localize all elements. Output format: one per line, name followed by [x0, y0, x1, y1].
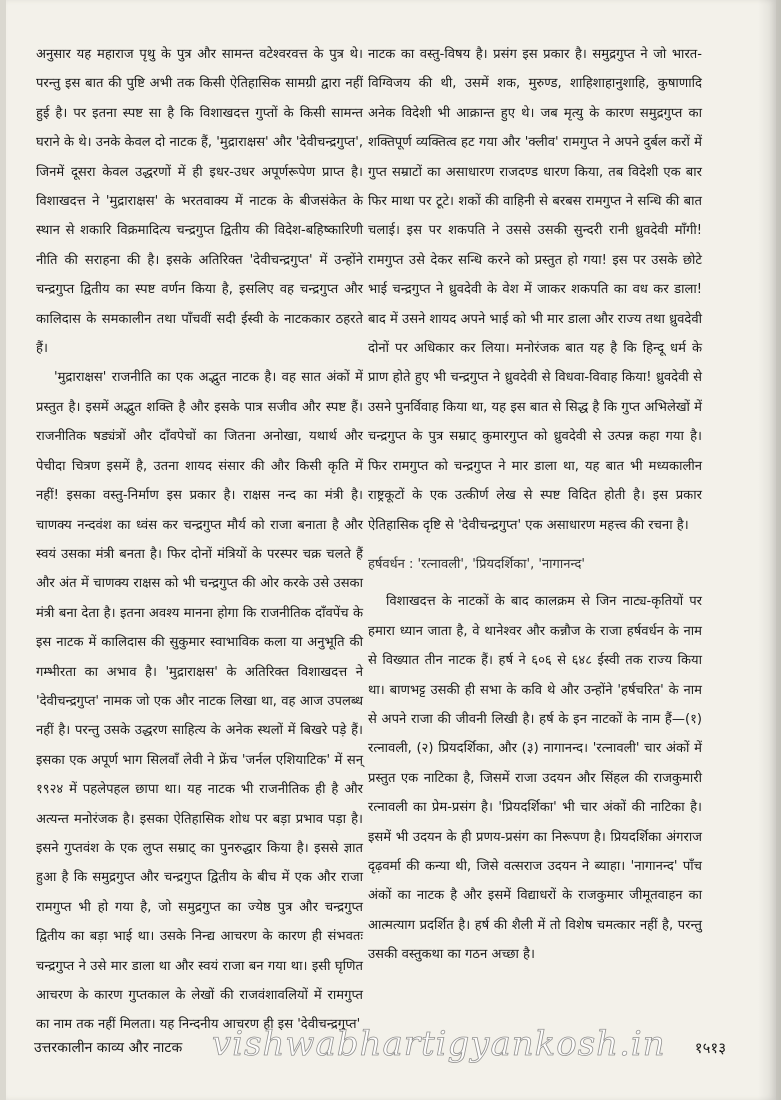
running-footer-title: उत्तरकालीन काव्य और नाटक — [34, 1040, 183, 1056]
left-paragraph: अनुसार यह महाराज पृथु के पुत्र और सामन्त वटेश्वरवत्त के पुत्र थे। परन्तु इस बात की पुष्टि अभी तक किसी ऐतिहासिक सामग्री द्वारा नहीं हुई है। पर इतना स्पष्ट सा है कि विशाखदत्त गुप्तों के किसी सामन्त घराने के थे। उनके केवल दो नाटक हैं, 'मुद्राराक्षस' और 'देवीचन्द्रगुप्त', जिनमें दूसरा केवल उद्धरणों में ही इधर-उधर अपूर्णरूपेण प्राप्त है। विशाखदत्त ने 'मुद्राराक्षस' के भरतवाक्य में नाटक के बीजसंकेत के स्थान से शकारि विक्रमादित्य चन्द्रगुप्त द्वितीय की विदेश-बहिष्कारिणी नीति की सराहना की है। इसके अतिरिक्त 'देवीचन्द्रगुप्त' में उन्होंने चन्द्रगुप्त द्वितीय का स्पष्ट वर्णन किया है, इसलिए वह चन्द्रगुप्त और कालिदास के समकालीन तथा पाँचवीं सदी ईस्वी के नाटककार ठहरते हैं। — [36, 47, 363, 357]
right-paragraph: नाटक का वस्तु-विषय है। प्रसंग इस प्रकार है। समुद्रगुप्त ने जो भारत-विग्विजय की थी, उसमें शक, मुरुण्ड, शाहिशाहानुशाहि, कुषाणादि अनेक विदेशी भी आक्रान्त हुए थे। जब मृत्यु के कारण समुद्रगुप्त का शक्तिपूर्ण व्यक्तित्व हट गया और 'क्लीव' रामगुप्त ने अपने दुर्बल करों में गुप्त सम्राटों का असाधारण राजदण्ड धारण किया, तब विदेशी एक बार फिर माथा पर टूटे। शकों की वाहिनी से बरबस रामगुप्त ने सन्धि की बात चलाई। इस पर शकपति ने उससे उसकी सुन्दरी रानी ध्रुवदेवी माँगी! रामगुप्त उसे देकर सन्धि करने को प्रस्तुत हो गया! इस पर उसके छोटे भाई चन्द्रगुप्त ने ध्रुवदेवी के वेश में जाकर शकपति का वध कर डाला! बाद में उसने शायद अपने भाई को भी मार डाला और राज्य तथा ध्रुवदेवी दोनों पर अधिकार कर लिया। मनोरंजक बात यह है कि हिन्दू धर्म के प्राण होते हुए भी चन्द्रगुप्त ने ध्रुवदेवी से विधवा-विवाह किया! ध्रुवदेवी से उसने पुनर्विवाह किया था, यह इस बात से सिद्ध है कि गुप्त अभिलेखों में चन्द्रगुप्त के पुत्र सम्राट् कुमारगुप्त को ध्रुवदेवी से उत्पन्न कहा गया है। फिर रामगुप्त को चन्द्रगुप्त ने मार डाला था, यह बात भी मध्यकालीन राष्ट्रकूटों के एक उत्कीर्ण लेख से स्पष्ट विदित होती है। इस प्रकार ऐतिहासिक दृष्टि से 'देवीचन्द्रगुप्त' एक असाधारण महत्त्व की रचना है। — [368, 47, 702, 533]
page-number: १५१३ — [694, 1039, 726, 1057]
right-column — [368, 40, 702, 970]
watermark: vishwabhartigyankosh.in — [212, 1024, 666, 1064]
section-heading: हर्षवर्धन : 'रत्नावली', 'प्रियदर्शिका', 'नागानन्द' — [368, 556, 585, 572]
page-edge-shadow — [758, 0, 781, 1100]
right-paragraph: विशाखदत्त के नाटकों के बाद कालक्रम से जिन नाट्य-कृतियों पर हमारा ध्यान जाता है, वे थानेश्वर और कन्नौज के राजा हर्षवर्धन के नाम से विख्यात तीन नाटक हैं। हर्ष ने ६०६ से ६४८ ईस्वी तक राज्य किया था। बाणभट्ट उसकी ही सभा के कवि थे और उन्होंने 'हर्षचरित' के नाम से अपने राजा की जीवनी लिखी है। हर्ष के इन नाटकों के नाम हैं—(१) रत्नावली, (२) प्रियदर्शिका, और (३) नागानन्द। 'रत्नावली' चार अंकों में प्रस्तुत एक नाटिका है, जिसमें राजा उदयन और सिंहल की राजकुमारी रत्नावली का प्रेम-प्रसंग है। 'प्रियदर्शिका' भी चार अंकों की नाटिका है। इसमें भी उदयन के ही प्रणय-प्रसंग का निरूपण है। प्रियदर्शिका अंगराज दृढ़वर्मा की कन्या थी, जिसे वत्सराज उदयन ने ब्याहा। 'नागानन्द' पाँच अंकों का नाटक है और इसमें विद्याधरों के राजकुमार जीमूतवाहन का आत्मत्याग प्रदर्शित है। हर्ष की शैली में तो विशेष चमत्कार नहीं है, परन्तु उसकी वस्तुकथा का गठन अच्छा है। — [368, 594, 702, 963]
left-paragraph: 'मुद्राराक्षस' राजनीति का एक अद्भुत नाटक है। वह सात अंकों में प्रस्तुत है। इसमें अद्भुत शक्ति है और इसके पात्र सजीव और स्पष्ट हैं। राजनीतिक षड्यंत्रों और दाँवपेचों का जितना अनोखा, यथार्थ और पेचीदा चित्रण इसमें है, उतना शायद संसार की और किसी कृति में नहीं! इसका वस्तु-निर्माण इस प्रकार है। राक्षस नन्द का मंत्री है। चाणक्य नन्दवंश का ध्वंस कर चन्द्रगुप्त मौर्य को राजा बनाता है और स्वयं उसका मंत्री बनता है। फिर दोनों मंत्रियों के परस्पर चक्र चलते हैं और अंत में चाणक्य राक्षस को भी चन्द्रगुप्त की ओर करके उसे उसका मंत्री बना देता है। इतना अवश्य मानना होगा कि राजनीतिक दाँवपेंच के इस नाटक में कालिदास की सुकुमार स्वाभाविक कला या अनुभूति की गम्भीरता का अभाव है। 'मुद्राराक्षस' के अतिरिक्त विशाखदत्त ने 'देवीचन्द्रगुप्त' नामक जो एक और नाटक लिखा था, वह आज उपलब्ध नहीं है। परन्तु उसके उद्धरण साहित्य के अनेक स्थलों में बिखरे पड़े हैं। इसका एक अपूर्ण भाग सिलवाँ लेवी ने फ्रेंच 'जर्नल एशियाटिक' में सन् १९२४ में पहलेपहल छापा था। यह नाटक भी राजनीतिक ही है और अत्यन्त मनोरंजक है। इसका ऐतिहासिक शोध पर बड़ा प्रभाव पड़ा है। इसने गुप्तवंश के एक लुप्त सम्राट् का पुनरुद्धार किया है। इससे ज्ञात हुआ है कि समुद्रगुप्त और चन्द्रगुप्त द्वितीय के बीच में एक और राजा रामगुप्त भी हो गया है, जो समुद्रगुप्त का ज्येष्ठ पुत्र और चन्द्रगुप्त द्वितीय का बड़ा भाई था। उसके निन्द्य आचरण के कारण ही संभवतः चन्द्रगुप्त ने उसे मार डाला था और स्वयं राजा बन गया था। इसी घृणित आचरण के कारण गुप्तकाल के लेखों की राजवंशावलियों में रामगुप्त का नाम तक नहीं मिलता। यह निन्दनीय आचरण ही इस 'देवीचन्द्रगुप्त' — [36, 370, 363, 1033]
page-footer — [34, 1024, 734, 1066]
book-page — [6, 0, 776, 1100]
left-column — [36, 40, 363, 1040]
